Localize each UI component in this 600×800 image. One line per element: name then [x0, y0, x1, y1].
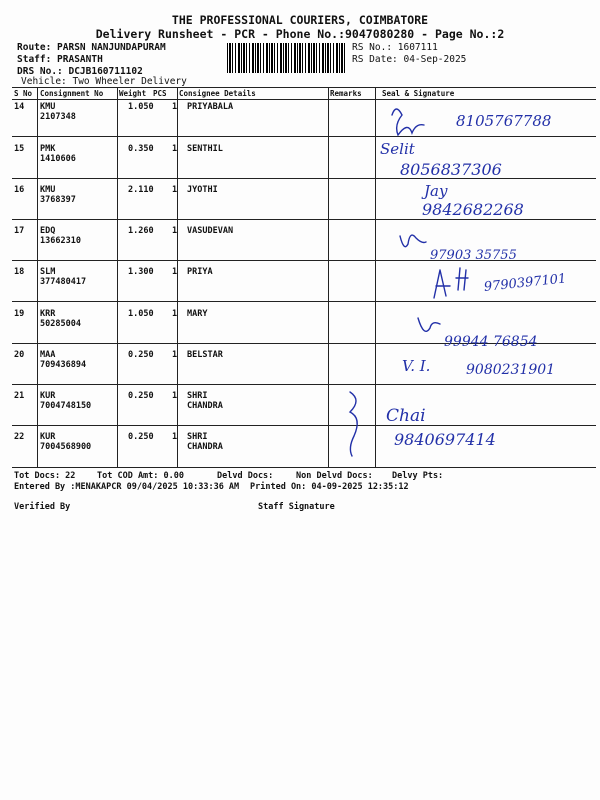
consignment-cell: KMU 3768397	[40, 185, 76, 205]
signature-mark	[392, 109, 424, 135]
signature-mark	[434, 268, 468, 298]
handwritten-initials: V. I.	[402, 357, 431, 375]
consignee-cell: PRIYA	[187, 267, 213, 277]
consignment-cell: EDQ 13662310	[40, 226, 81, 246]
weight-cell: 0.350	[128, 144, 154, 154]
col-header-pcs: PCS	[153, 89, 167, 98]
col-header-consignment: Consignment No	[40, 89, 104, 98]
weight-cell: 1.050	[128, 102, 154, 112]
pcs-cell: 1	[172, 144, 178, 154]
signature-mark	[350, 392, 357, 456]
consignment-cell: PMK 1410606	[40, 144, 76, 164]
handwritten-phone: 9842682268	[422, 200, 524, 219]
sno-cell: 16	[14, 185, 25, 195]
col-header-weight: Weight	[119, 89, 147, 98]
vehicle-label: Vehicle: Two Wheeler Delivery	[21, 76, 187, 87]
consignee-cell: SHRI CHANDRA	[187, 432, 223, 452]
handwritten-phone: 8056837306	[400, 160, 502, 179]
pcs-cell: 1	[172, 391, 178, 401]
weight-cell: 1.050	[128, 309, 154, 319]
printed-on: Printed On: 04-09-2025 12:35:12	[250, 482, 409, 492]
consignee-cell: BELSTAR	[187, 350, 223, 360]
total-cod-amount: Tot COD Amt: 0.00	[97, 471, 184, 481]
company-title: THE PROFESSIONAL COURIERS, COIMBATORE	[171, 13, 429, 27]
handwritten-name: Chai	[386, 406, 426, 426]
pcs-cell: 1	[172, 185, 178, 195]
non-delivered-docs: Non Delvd Docs:	[296, 471, 373, 481]
pcs-cell: 1	[172, 350, 178, 360]
handwritten-phone: 9790397101	[483, 271, 568, 295]
weight-cell: 1.260	[128, 226, 154, 236]
consignment-cell: KRR 50285004	[40, 309, 81, 329]
sno-cell: 14	[14, 102, 25, 112]
total-docs: Tot Docs: 22	[14, 471, 76, 481]
handwritten-phone: 9080231901	[466, 362, 556, 378]
sno-cell: 21	[14, 391, 25, 401]
rs-number: RS No.: 1607111	[352, 42, 438, 53]
consignee-cell: MARY	[187, 309, 208, 319]
pcs-cell: 1	[172, 102, 178, 112]
weight-cell: 2.110	[128, 185, 154, 195]
drs-number: DRS No.: DCJB160711102	[17, 66, 143, 77]
handwritten-name: Selit	[380, 140, 415, 158]
delivered-docs: Delvd Docs:	[217, 471, 274, 481]
verified-by: Verified By	[14, 502, 71, 512]
pcs-cell: 1	[172, 309, 178, 319]
delivery-points: Delvy Pts:	[392, 471, 444, 481]
consignment-cell: KUR 7004748150	[40, 391, 92, 411]
rs-date: RS Date: 04-Sep-2025	[352, 54, 467, 65]
sno-cell: 18	[14, 267, 25, 277]
pcs-cell: 1	[172, 432, 178, 442]
handwritten-phone: 9840697414	[394, 430, 496, 449]
col-header-sno: S No	[14, 89, 33, 98]
staff-label: Staff: PRASANTH	[17, 54, 103, 65]
sno-cell: 15	[14, 144, 25, 154]
sno-cell: 17	[14, 226, 25, 236]
pcs-cell: 1	[172, 226, 178, 236]
signature-mark	[418, 318, 440, 331]
consignee-cell: JYOTHI	[187, 185, 218, 195]
signature-mark	[400, 235, 426, 247]
consignee-cell: SENTHIL	[187, 144, 223, 154]
weight-cell: 0.250	[128, 432, 154, 442]
consignment-cell: SLM 377480417	[40, 267, 87, 287]
staff-signature: Staff Signature	[258, 502, 335, 512]
consignment-cell: KMU 2107348	[40, 102, 76, 122]
consignment-cell: KUR 7004568900	[40, 432, 92, 452]
consignee-cell: VASUDEVAN	[187, 226, 234, 236]
weight-cell: 0.250	[128, 391, 154, 401]
runsheet-subtitle: Delivery Runsheet - PCR - Phone No.:9047080280 - Page No.:2	[95, 27, 505, 41]
weight-cell: 1.300	[128, 267, 154, 277]
sno-cell: 19	[14, 309, 25, 319]
handwritten-name: Jay	[424, 182, 448, 200]
consignee-cell: SHRI CHANDRA	[187, 391, 223, 411]
entered-by: Entered By :MENAKAPCR 09/04/2025 10:33:36 AM	[14, 482, 240, 492]
col-header-remarks: Remarks	[330, 89, 362, 98]
weight-cell: 0.250	[128, 350, 154, 360]
pcs-cell: 1	[172, 267, 178, 277]
consignee-cell: PRIYABALA	[187, 102, 234, 112]
sno-cell: 20	[14, 350, 25, 360]
route-label: Route: PARSN NANJUNDAPURAM	[17, 42, 166, 53]
handwritten-phone: 99944 76854	[444, 334, 538, 350]
sno-cell: 22	[14, 432, 25, 442]
handwritten-phone: 8105767788	[456, 112, 552, 130]
col-header-signature: Seal & Signature	[382, 89, 455, 98]
handwritten-phone: 97903 35755	[430, 248, 517, 263]
col-header-consignee: Consignee Details	[179, 89, 256, 98]
consignment-cell: MAA 709436894	[40, 350, 87, 370]
